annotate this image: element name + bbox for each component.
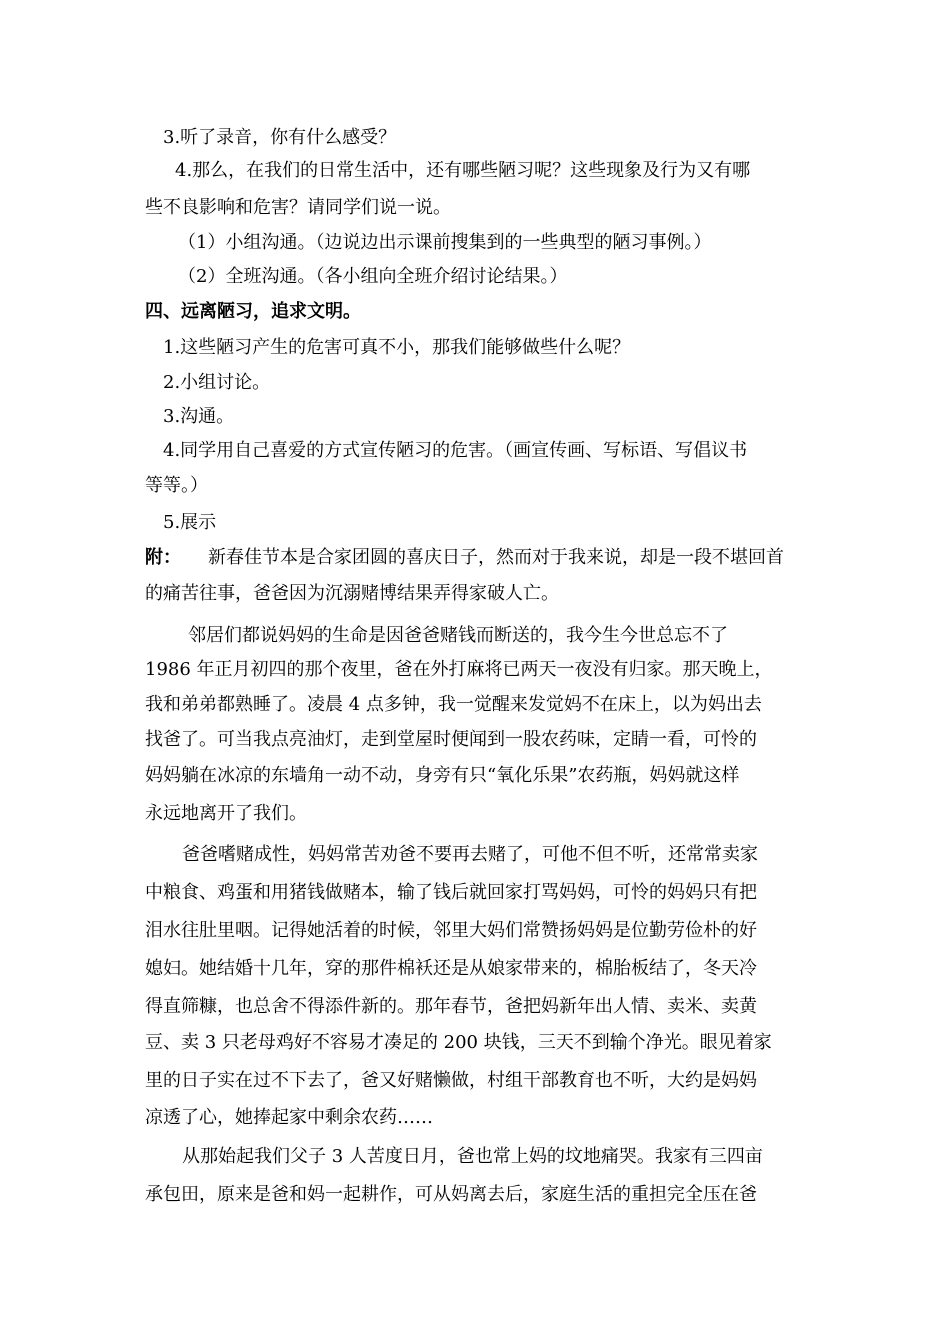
appendix-para-2-line-1: 邻居们都说妈妈的生命是因爸爸赌钱而断送的，我今生今世总忘不了 [188,625,728,646]
appendix-label: 附： [145,547,181,568]
appendix-para-2-line-3: 我和弟弟都熟睡了。凌晨 4 点多钟，我一觉醒来发觉妈不在床上，以为妈出去 [145,694,762,715]
sub-item-1: （1）小组沟通。（边说边出示课前搜集到的一些典型的陋习事例。） [178,232,712,253]
appendix-para-3-line-8: 凉透了心，她捧起家中剩余农药…… [145,1107,433,1128]
list-item-3b: 3.沟通。 [163,406,235,427]
appendix-para-1-line-1: 新春佳节本是合家团圆的喜庆日子，然而对于我来说，却是一段不堪回首 [208,547,784,568]
appendix-para-3-line-5: 得直筛糠，也总舍不得添件新的。那年春节，爸把妈新年出人情、卖米、卖黄 [145,996,757,1017]
appendix-para-3-line-1: 爸爸嗜赌成性，妈妈常苦劝爸不要再去赌了，可他不但不听，还常常卖家 [182,844,758,865]
list-item-4-line-2: 些不良影响和危害？请同学们说一说。 [145,197,451,218]
list-item-4b-line-2: 等等。） [145,475,208,496]
appendix-para-3-line-4: 媳妇。她结婚十几年，穿的那件棉袄还是从娘家带来的，棉胎板结了，冬天冷 [145,958,757,979]
appendix-para-4-line-2: 承包田，原来是爸和妈一起耕作，可从妈离去后，家庭生活的重担完全压在爸 [145,1184,757,1205]
list-item-3: 3.听了录音，你有什么感受？ [163,127,397,148]
appendix-para-3-line-3: 泪水往肚里咽。记得她活着的时候，邻里大妈们常赞扬妈妈是位勤劳俭朴的好 [145,920,757,941]
list-item-4b-line-1: 4.同学用自己喜爱的方式宣传陋习的危害。（画宣传画、写标语、写倡议书 [163,440,748,461]
list-item-1: 1.这些陋习产生的危害可真不小，那我们能够做些什么呢？ [163,337,631,358]
appendix-para-3-line-7: 里的日子实在过不下去了，爸又好赌懒做，村组干部教育也不听，大约是妈妈 [145,1070,757,1091]
section-heading: 四、远离陋习，追求文明。 [145,301,361,322]
appendix-para-2-line-6: 永远地离开了我们。 [145,803,307,824]
list-item-2: 2.小组讨论。 [163,372,271,393]
list-item-5: 5.展示 [163,512,217,533]
sub-item-2: （2）全班沟通。（各小组向全班介绍讨论结果。） [178,266,568,287]
appendix-para-1-line-2: 的痛苦往事，爸爸因为沉溺赌博结果弄得家破人亡。 [145,583,559,604]
appendix-para-4-line-1: 从那始起我们父子 3 人苦度日月，爸也常上妈的坟地痛哭。我家有三四亩 [182,1146,763,1167]
appendix-para-3-line-2: 中粮食、鸡蛋和用猪钱做赌本，输了钱后就回家打骂妈妈，可怜的妈妈只有把 [145,882,757,903]
appendix-para-2-line-2: 1986 年正月初四的那个夜里，爸在外打麻将已两天一夜没有归家。那天晚上， [145,659,773,680]
appendix-para-3-line-6: 豆、卖 3 只老母鸡好不容易才凑足的 200 块钱，三天不到输个净光。眼见着家 [145,1032,772,1053]
appendix-para-2-line-4: 找爸了。可当我点亮油灯，走到堂屋时便闻到一股农药味，定睛一看，可怜的 [145,729,757,750]
appendix-para-2-line-5: 妈妈躺在冰凉的东墙角一动不动，身旁有只“氧化乐果”农药瓶，妈妈就这样 [145,765,740,786]
list-item-4-line-1: 4.那么，在我们的日常生活中，还有哪些陋习呢？这些现象及行为又有哪 [175,160,751,181]
